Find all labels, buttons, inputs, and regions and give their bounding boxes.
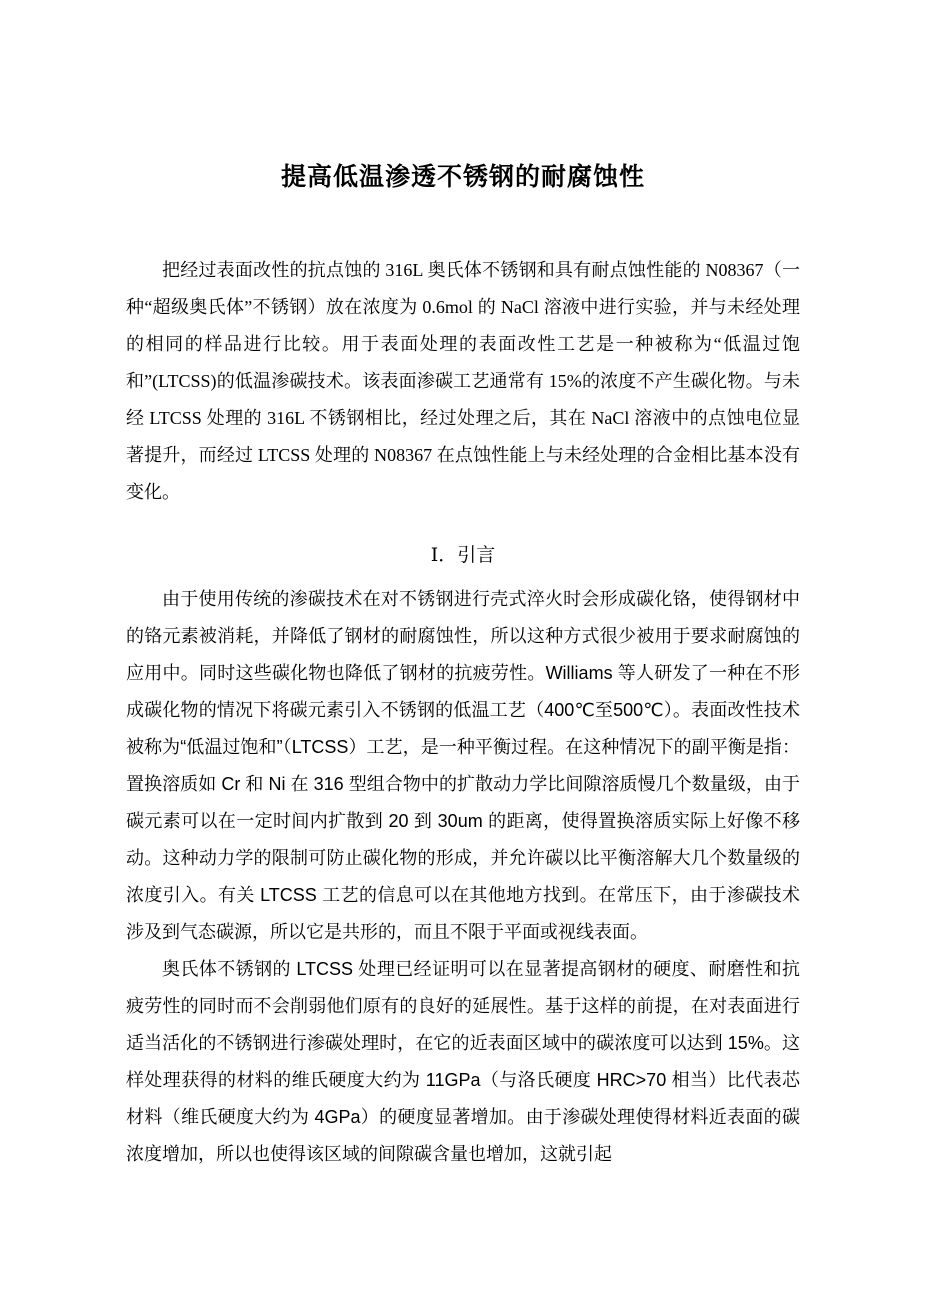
abstract-paragraph: 把经过表面改性的抗点蚀的 316L 奥氏体不锈钢和具有耐点蚀性能的 N08367（一种“超级奥氏体”不锈钢）放在浓度为 0.6mol 的 NaCl 溶液中进行实验，并与未经处理的相同的样品进行比较。用于表面处理的表面改性工艺是一种被称为“低温过饱和”(LTCSS)的低温渗碳技术。该表面渗碳工艺通常有 15%的浓度不产生碳化物。与未经 LTCSS 处理的 316L 不锈钢相比，经过处理之后，其在 NaCl 溶液中的点蚀电位显著提升，而经过 LTCSS 处理的 N08367 在点蚀性能上与未经处理的合金相比基本没有变化。 [126,260,800,502]
body-paragraph-2: 奥氏体不锈钢的 LTCSS 处理已经证明可以在显著提高钢材的硬度、耐磨性和抗疲劳性的同时而不会削弱他们原有的良好的延展性。基于这样的前提，在对表面进行适当活化的不锈钢进行渗碳处理时，在它的近表面区域中的碳浓度可以达到 15%。这样处理获得的材料的维氏硬度大约为 11GPa（与洛氏硬度 HRC>70 相当）比代表芯材料（维氏硬度大约为 4GPa）的硬度显著增加。由于渗碳处理使得材料近表面的碳浓度增加，所以也使得该区域的间隙碳含量也增加，这就引起 [126,959,800,1164]
body-paragraph-1: 由于使用传统的渗碳技术在对不锈钢进行壳式淬火时会形成碳化铬，使得钢材中的铬元素被消耗，并降低了钢材的耐腐蚀性，所以这种方式很少被用于要求耐腐蚀的应用中。同时这些碳化物也降低了钢材的抗疲劳性。Williams 等人研发了一种在不形成碳化物的情况下将碳元素引入不锈钢的低温工艺（400℃至500℃）。表面改性技术被称为“低温过饱和”（LTCSS）工艺，是一种平衡过程。在这种情况下的副平衡是指：置换溶质如 Cr 和 Ni 在 316 型组合物中的扩散动力学比间隙溶质慢几个数量级，由于碳元素可以在一定时间内扩散到 20 到 30um 的距离，使得置换溶质实际上好像不移动。这种动力学的限制可防止碳化物的形成，并允许碳以比平衡溶解大几个数量级的浓度引入。有关 LTCSS 工艺的信息可以在其他地方找到。在常压下，由于渗碳技术涉及到气态碳源，所以它是共形的，而且不限于平面或视线表面。 [126,589,800,942]
section-heading-introduction: Ⅰ．引言 [430,545,496,566]
document-title: 提高低温渗透不锈钢的耐腐蚀性 [280,164,645,191]
